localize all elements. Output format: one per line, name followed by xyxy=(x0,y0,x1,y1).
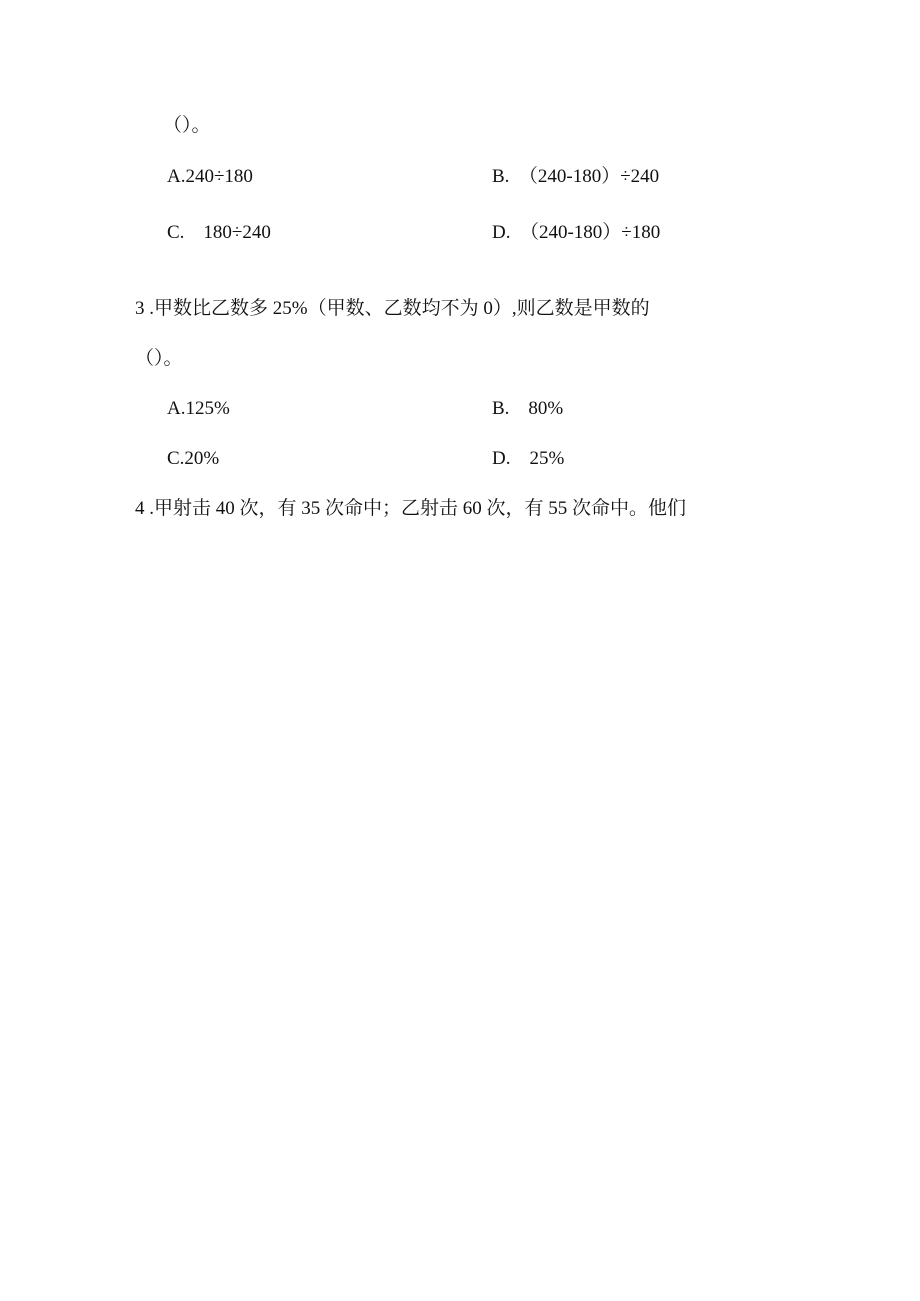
q3-stem-line1: 3 .甲数比乙数多 25%（甲数、乙数均不为 0）,则乙数是甲数的 xyxy=(135,298,650,319)
q3-option-c: C.20% xyxy=(167,448,220,469)
q4-stem-line1: 4 .甲射击 40 次，有 35 次命中；乙射击 60 次，有 55 次命中。他们 xyxy=(135,498,687,519)
q2-option-d: D. （240-180）÷180 xyxy=(492,222,661,243)
q3-option-b: B. 80% xyxy=(492,398,564,419)
q3-option-a: A.125% xyxy=(167,398,230,419)
q3-option-d: D. 25% xyxy=(492,448,565,469)
q2-option-c: C. 180÷240 xyxy=(167,222,271,243)
q2-blank-tail: （）。 xyxy=(163,115,211,136)
q2-option-a: A.240÷180 xyxy=(167,166,253,187)
q2-option-b: B. （240-180）÷240 xyxy=(492,166,660,187)
q3-stem-line2: （）。 xyxy=(135,348,183,369)
